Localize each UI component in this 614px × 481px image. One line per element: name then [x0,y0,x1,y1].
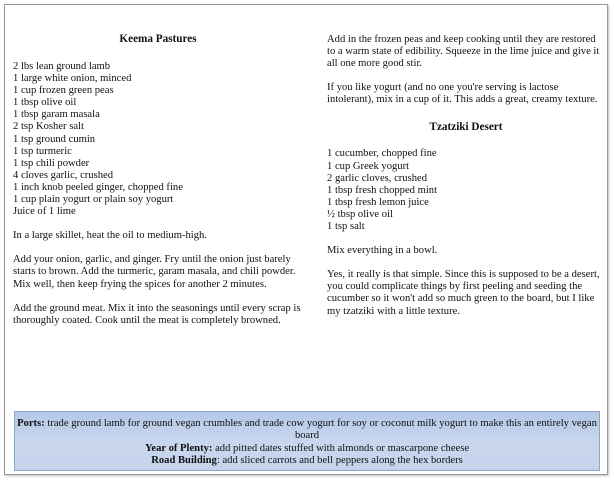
ingredient-item: ½ tbsp olive oil [327,208,393,220]
keema-step: Add the ground meat. Mix it into the seasonings until every scrap is thoroughly coated. Cook until the meat is completely browned. [13,302,301,326]
tzatziki-step: Yes, it really is that simple. Since this is supposed to be a desert, you could complicate things by first peeling and seeding the cucumber so it won't add so much green to the board, but I like my tzatziki with a little texture. [327,269,600,317]
road-text: : add sliced carrots and bell peppers along the hex borders [216,454,463,466]
road-label: Road Building [151,454,217,466]
keema-step: If you like yogurt (and no one you're serving is lactose intolerant), mix in a cup of it. This adds a great, creamy texture. [327,82,598,106]
keema-title: Keema Pastures [119,33,197,45]
ingredient-item: 1 cup Greek yogurt [327,160,410,172]
ingredient-item: 1 large white onion, minced [13,73,132,85]
ports-line [15,418,599,443]
tzatziki-step: Mix everything in a bowl. [327,245,438,257]
ingredient-item: 1 tsp ground cumin [13,133,96,145]
keema-ingredient-list [13,61,303,218]
ingredient-item: 1 cucumber, chopped fine [327,148,437,160]
ingredient-item: 1 tbsp garam masala [13,109,100,121]
ingredient-item: 4 cloves garlic, crushed [13,169,114,181]
ingredient-item: 2 tsp Kosher salt [13,121,84,133]
ingredient-item: 1 tbsp olive oil [13,97,77,109]
ingredient-item: 1 tsp salt [327,221,365,233]
road-line [15,455,599,467]
ports-label: Ports: [17,418,45,429]
plenty-text: add pitted dates stuffed with almonds or mascarpone cheese [212,442,470,454]
ingredient-item: 1 cup frozen green peas [13,85,114,97]
ingredient-item: 2 garlic cloves, crushed [327,172,428,184]
ingredient-item: 1 inch knob peeled ginger, chopped fine [13,181,183,193]
plenty-line [15,443,599,455]
plenty-label: Year of Plenty: [144,442,213,454]
tzatziki-title: Tzatziki Desert [429,121,503,134]
keema-step: Add in the frozen peas and keep cooking until they are restored to a warm state of edibility. Squeeze in the lime juice and give it all one more good stir. [327,34,600,70]
left-column [13,5,303,339]
keema-step: Add your onion, garlic, and ginger. Fry until the onion just barely starts to brown. Add the turmeric, garam masala, and chili powder. Mix well, then keep frying the spices for another 2 minutes. [13,254,296,290]
keema-step: In a large skillet, heat the oil to medium-high. [13,230,207,242]
right-column [327,5,605,330]
ingredient-item: 1 tbsp fresh chopped mint [327,184,438,196]
ingredient-item: 1 cup plain yogurt or plain soy yogurt [13,194,174,206]
ingredient-item: 1 tbsp fresh lemon juice [327,196,429,208]
tzatziki-ingredient-list [327,148,605,233]
variations-box [14,411,600,471]
ingredient-item: 2 lbs lean ground lamb [13,61,111,72]
recipe-card [4,4,608,475]
ingredient-item: 1 tsp turmeric [13,145,72,157]
ports-text: trade ground lamb for ground vegan crumbles and trade cow yogurt for soy or coconut milk yogurt to make this an entirely vegan board [44,418,597,442]
ingredient-item: Juice of 1 lime [13,206,76,218]
ingredient-item: 1 tsp chili powder [13,157,90,169]
